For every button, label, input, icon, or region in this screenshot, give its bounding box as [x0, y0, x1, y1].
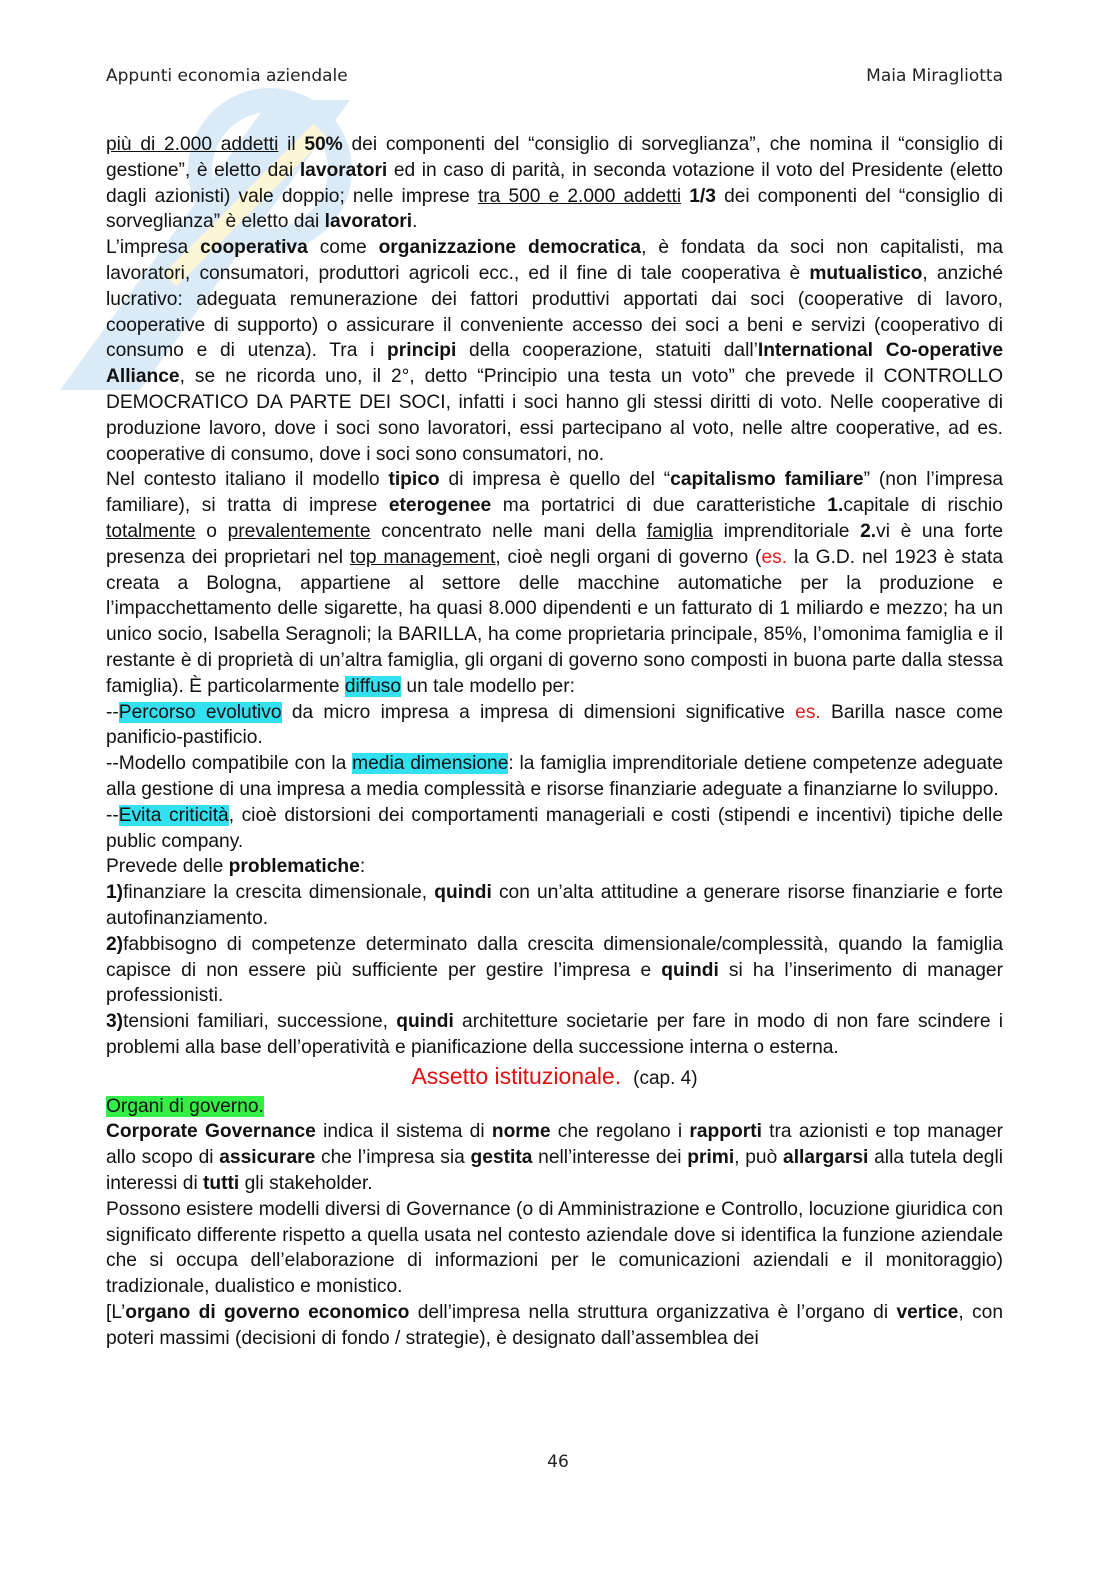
text: fabbisogno di competenze determinato dalla crescita dimensionale/complessità, quando la famiglia capisce di non essere più sufficiente per gestire l’impresa e: [106, 933, 1003, 981]
text: :: [359, 856, 366, 878]
text-bold: quindi: [396, 1011, 454, 1033]
text-bold: allargarsi: [783, 1147, 869, 1169]
numbered-item-2: [106, 932, 1003, 1009]
bullet-avoid-criticality: [106, 803, 1003, 855]
text-bold: 1): [106, 882, 124, 904]
text: tra azionisti e top manager allo scopo di: [106, 1121, 1003, 1169]
paragraph-governance-workers: [106, 132, 1003, 235]
text-bold: Corporate Governance: [106, 1121, 316, 1143]
text: che l’impresa sia: [315, 1147, 471, 1169]
text: nell’interesse dei: [532, 1147, 688, 1169]
text: --: [106, 701, 119, 723]
text-bold: International Co-operative Alliance: [106, 340, 1003, 388]
text-bold: 1/3: [689, 185, 716, 207]
text: --: [106, 804, 119, 826]
section-chapter: (cap. 4): [633, 1067, 698, 1089]
text: , con poteri massimi (decisioni di fondo / strategie), è designato dall’assemblea dei: [106, 1302, 1003, 1349]
text: , se ne ricorda uno, il 2°, detto “Principio una testa un voto” che prevede il CONTROLLO DEMOCRATICO DA PARTE DEI SOCI, infatti i soci hanno gli stessi diritti di voto. Nelle cooperative di produzione lavoro, dove i soci sono lavoratori, essi partecipano al voto, nelle altre cooperative, ad es. cooperative di consumo, dove i soci sono consumatori, no.: [106, 366, 1003, 465]
header-title: Appunti economia aziendale: [106, 66, 348, 86]
text: gli stakeholder.: [239, 1173, 373, 1195]
text-bold: norme: [491, 1121, 551, 1143]
text: tensioni familiari, successione,: [123, 1011, 397, 1033]
text: , cioè distorsioni dei comportamenti manageriali e costi (stipendi e incentivi) tipiche delle public company.: [106, 804, 1003, 852]
text: che regolano i: [550, 1121, 690, 1143]
paragraph-governing-body: [106, 1300, 1003, 1352]
text: finanziare la crescita dimensionale,: [123, 882, 435, 904]
section-title: Assetto istituzionale.: [411, 1062, 622, 1089]
text-red: es.: [761, 546, 788, 568]
text-bold: mutualistico: [809, 262, 923, 284]
text-bold: 1.: [827, 495, 844, 517]
text: imprenditoriale: [712, 520, 861, 542]
text: Prevede delle: [106, 856, 229, 878]
bullet-evolutive-path: [106, 700, 1003, 752]
text: della cooperazione, statuiti dall’: [456, 340, 758, 362]
text: capitale di rischio: [843, 495, 1003, 517]
text-bold: assicurare: [219, 1147, 316, 1169]
text-underlined: top management: [349, 546, 496, 568]
text: , può: [734, 1147, 784, 1169]
text: , cioè negli organi di governo (: [495, 546, 762, 568]
text: si ha l’inserimento di manager professionisti.: [106, 959, 1003, 1007]
text-bold: tutti: [203, 1173, 240, 1195]
document-body: [106, 132, 1003, 1352]
numbered-item-3: [106, 1009, 1003, 1061]
text-bold: gestita: [470, 1147, 533, 1169]
text-bold: cooperativa: [200, 237, 308, 259]
text-highlight: media dimensione: [352, 753, 509, 775]
text-highlight: Percorso evolutivo: [118, 701, 282, 723]
text-highlight: Evita criticità: [118, 804, 229, 826]
text-bold: tipico: [388, 469, 440, 491]
text-bold: quindi: [434, 882, 492, 904]
text: , anziché lucrativo: adeguata remunerazione dei fattori produttivi apportati dai soci (cooperative di lavoro, cooperative di supporto) o assicurare il conveniente accesso dei soci a beni e servizi (cooperativo di consumo e di utenza). Tra i: [106, 262, 1004, 362]
text-underlined: più di 2.000 addetti: [106, 134, 279, 155]
paragraph-problems: [106, 854, 1003, 880]
text: Barilla nasce come panificio-pastificio.: [106, 701, 1004, 749]
text-underlined: prevalentemente: [227, 520, 371, 542]
text: --Modello compatibile con la: [106, 753, 353, 775]
text: di impresa è quello del “: [439, 469, 671, 491]
text-bold: lavoratori: [324, 211, 413, 233]
text: [L’: [106, 1302, 126, 1324]
text: concentrato nelle mani della: [370, 520, 647, 542]
text: L’impresa: [106, 237, 201, 259]
text-bold: problematiche: [228, 856, 360, 878]
bullet-medium-size: [106, 751, 1003, 803]
text-underlined: tra 500 e 2.000 addetti: [477, 185, 682, 207]
paragraph-cooperative: [106, 235, 1003, 467]
text: ed in caso di parità, in seconda votazione il voto del Presidente (eletto dagli azionisti) vale doppio; nelle imprese: [106, 159, 1003, 207]
text-underlined: totalmente: [106, 520, 196, 542]
text: .: [412, 211, 418, 233]
text-bold: 50%: [304, 134, 343, 155]
page-number: 46: [547, 1452, 569, 1472]
text-bold: primi: [687, 1147, 735, 1169]
paragraph-governance-models: Possono esistere modelli diversi di Governance (o di Amministrazione e Controllo, locuzione giuridica con significato differente rispetto a quella usata nel contesto aziendale dove si identifica la funzione aziendale che si occupa dell’elaborazione di informazioni per le comunicazioni aziendali e il monitoraggio) tradizionale, dualistico e monistico.: [106, 1198, 1003, 1298]
text-bold: capitalismo familiare: [670, 469, 864, 491]
text-highlight: diffuso: [344, 675, 402, 697]
text-bold: rapporti: [689, 1121, 762, 1143]
text: dei componenti del “consiglio di sorveglianza”, che nomina il “consiglio di gestione”, è eletto dai: [106, 134, 1003, 181]
text-bold: 3): [106, 1011, 124, 1033]
text: dell’impresa nella struttura organizzativa è l’organo di: [409, 1302, 897, 1324]
text-bold: 2.: [860, 520, 877, 542]
text-bold: eterogenee: [388, 495, 492, 517]
text: come: [307, 237, 379, 259]
text: : la famiglia imprenditoriale detiene competenze adeguate alla gestione di una impresa a media complessità e risorse finanziarie adeguate a finanziarne lo sviluppo.: [106, 753, 1003, 800]
text: con un’alta attitudine a generare risorse finanziarie e forte autofinanziamento.: [106, 882, 1003, 929]
text: dei componenti del “consiglio di sorveglianza” è eletto dai: [106, 185, 1003, 233]
text: , è fondata da soci non capitalisti, ma lavoratori, consumatori, produttori agricoli ecc., ed il fine di tale cooperativa è: [106, 237, 1004, 284]
section-heading: [106, 1061, 1003, 1094]
numbered-item-1: [106, 880, 1003, 932]
text: un tale modello per:: [401, 675, 575, 697]
text-bold: 2): [106, 933, 124, 955]
text: il: [278, 134, 305, 155]
text-bold: lavoratori: [299, 159, 388, 181]
page-header: [106, 66, 1003, 92]
text-bold: vertice: [896, 1302, 959, 1324]
header-author: Maia Miragliotta: [866, 66, 1003, 86]
subsection-title: Organi di governo.: [106, 1095, 264, 1117]
text: o: [195, 520, 228, 542]
paragraph-corporate-governance: [106, 1119, 1003, 1196]
subsection-heading: [106, 1094, 1003, 1120]
text-bold: organo di governo economico: [125, 1302, 410, 1324]
text-red: es.: [795, 701, 821, 723]
text: vi è una forte presenza dei proprietari nel: [106, 520, 1004, 568]
text: ma portatrici di due caratteristiche: [491, 495, 828, 517]
text: da micro impresa a impresa di dimensioni significative: [281, 701, 796, 723]
text: alla tutela degli interessi di: [106, 1147, 1003, 1195]
text-underlined: famiglia: [646, 520, 713, 542]
text-bold: quindi: [661, 959, 719, 981]
text: la G.D. nel 1923 è stata creata a Bologna, appartiene al settore delle macchine automatiche per la produzione e l’impacchettamento delle sigarette, ha quasi 8.000 dipendenti e un fatturato di 1 miliardo e mezzo; ha un unico socio, Isabella Seragnoli; la BARILLA, ha come proprietaria principale, 85%, l’omonima famiglia e il restante è di proprietà di un’altra famiglia, gli organi di governo sono composti in buona parte dalla stessa famiglia). È particolarmente: [106, 546, 1004, 697]
text: ” (non l’impresa familiare), si tratta di imprese: [106, 469, 1003, 517]
text: indica il sistema di: [315, 1121, 492, 1143]
text: architetture societarie per fare in modo di non fare scindere i problemi alla base dell’operatività e pianificazione della successione interna o esterna.: [106, 1011, 1003, 1058]
text-bold: principi: [387, 340, 457, 362]
text-bold: organizzazione democratica: [378, 237, 642, 259]
text: Nel contesto italiano il modello: [106, 469, 389, 491]
paragraph-family-capitalism: [106, 467, 1003, 699]
